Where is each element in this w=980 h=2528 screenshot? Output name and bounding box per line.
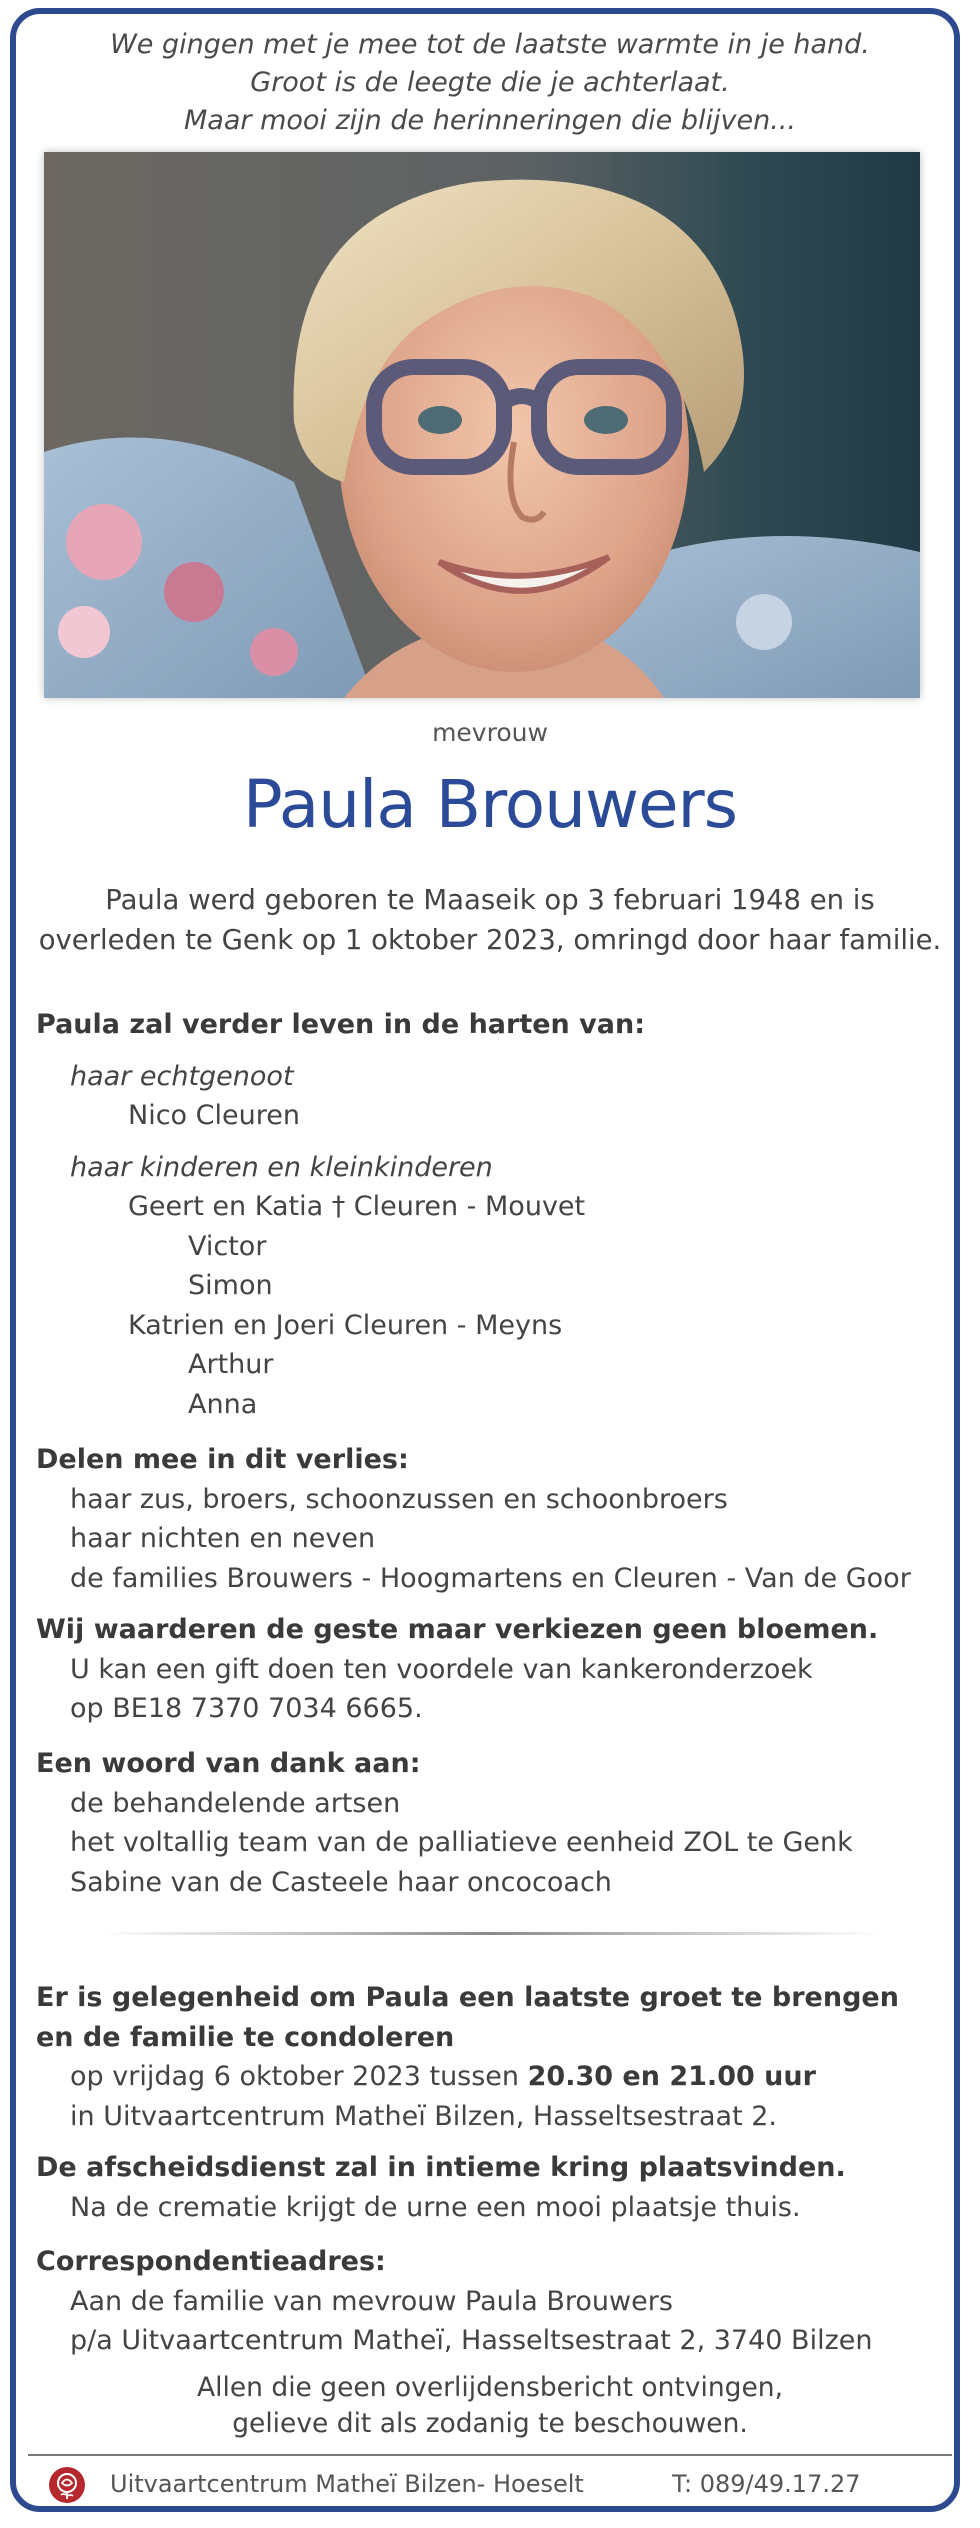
flowers-heading: Wij waarderen de geste maar verkiezen geen bloemen. [36, 1614, 879, 1645]
visit-date: op vrijdag 6 oktober 2023 tussen [70, 2061, 528, 2092]
share-line: de families Brouwers - Hoogmartens en Cleuren - Van de Goor [70, 1562, 911, 1594]
rose-logo-icon [48, 2466, 86, 2504]
flowers-section [36, 1610, 956, 1729]
thanks-line: Sabine van de Casteele haar oncocoach [70, 1866, 612, 1898]
poem-line: We gingen met je mee tot de laatste warmte in je hand. [110, 29, 870, 60]
share-line: haar zus, broers, schoonzussen en schoonbroers [70, 1483, 728, 1515]
honorific: mevrouw [432, 718, 548, 747]
correspondence-section [36, 2242, 956, 2361]
grandchild: Simon [188, 1270, 273, 1301]
share-line: haar nichten en neven [70, 1523, 376, 1554]
visit-section [36, 1978, 956, 2136]
grandchild: Arthur [188, 1349, 274, 1380]
portrait-photo [44, 152, 920, 698]
family-line: Geert en Katia † Cleuren - Mouvet [128, 1191, 586, 1222]
service-line: Na de crematie krijgt de urne een mooi plaatsje thuis. [70, 2191, 801, 2223]
divider [100, 1932, 880, 1935]
thanks-line: de behandelende artsen [70, 1787, 401, 1819]
portrait-illustration [44, 152, 920, 698]
spouse-label: haar echtgenoot [70, 1060, 294, 1092]
family-line: Katrien en Joeri Cleuren - Meyns [128, 1309, 563, 1341]
footer [48, 2466, 948, 2506]
visit-hours: 20.30 en 21.00 uur [527, 2061, 816, 2092]
intro-line: Paula werd geboren te Maaseik op 3 februari 1948 en is [105, 884, 875, 916]
grandchild: Victor [188, 1230, 267, 1262]
thanks-section [36, 1744, 956, 1902]
intro-line: overleden te Genk op 1 oktober 2023, omringd door haar familie. [38, 924, 942, 956]
children-label: haar kinderen en kleinkinderen [70, 1151, 493, 1183]
share-heading: Delen mee in dit verlies: [36, 1444, 409, 1475]
heart-section [36, 1005, 956, 1424]
heart-heading: Paula zal verder leven in de harten van: [36, 1009, 646, 1040]
visit-heading: en de familie te condoleren [36, 2021, 455, 2053]
thanks-heading: Een woord van dank aan: [36, 1748, 421, 1779]
visit-heading: Er is gelegenheid om Paula een laatste groet te brengen [36, 1982, 899, 2013]
intro-text [0, 880, 980, 960]
funeral-home-phone: T: 089/49.17.27 [672, 2470, 861, 2498]
flowers-line: U kan een gift doen ten voordele van kankeronderzoek [70, 1653, 813, 1685]
share-section [36, 1440, 956, 1598]
poem [0, 26, 980, 140]
closing-note [0, 2370, 980, 2442]
poem-line: Maar mooi zijn de herinneringen die blijven... [184, 105, 796, 136]
closing-line: Allen die geen overlijdensbericht ontvingen, [197, 2372, 783, 2403]
correspondence-line: p/a Uitvaartcentrum Matheï, Hasseltsestraat 2, 3740 Bilzen [70, 2325, 873, 2356]
funeral-home-name: Uitvaartcentrum Matheï Bilzen- Hoeselt [110, 2470, 584, 2498]
thanks-line: het voltallig team van de palliatieve eenheid ZOL te Genk [70, 1827, 853, 1858]
service-section [36, 2148, 956, 2227]
spouse-name: Nico Cleuren [128, 1100, 300, 1131]
visit-location: in Uitvaartcentrum Matheï Bilzen, Hasseltsestraat 2. [70, 2100, 778, 2132]
correspondence-heading: Correspondentieadres: [36, 2246, 386, 2277]
grandchild: Anna [188, 1388, 258, 1420]
footer-divider [28, 2454, 952, 2456]
poem-line: Groot is de leegte die je achterlaat. [250, 67, 730, 98]
visit-time-line [36, 2057, 956, 2097]
correspondence-line: Aan de familie van mevrouw Paula Brouwers [70, 2285, 673, 2317]
closing-line: gelieve dit als zodanig te beschouwen. [232, 2408, 748, 2439]
deceased-name: Paula Brouwers [242, 766, 738, 843]
service-heading: De afscheidsdienst zal in intieme kring plaatsvinden. [36, 2152, 846, 2183]
flowers-line: op BE18 7370 7034 6665. [70, 1693, 423, 1724]
